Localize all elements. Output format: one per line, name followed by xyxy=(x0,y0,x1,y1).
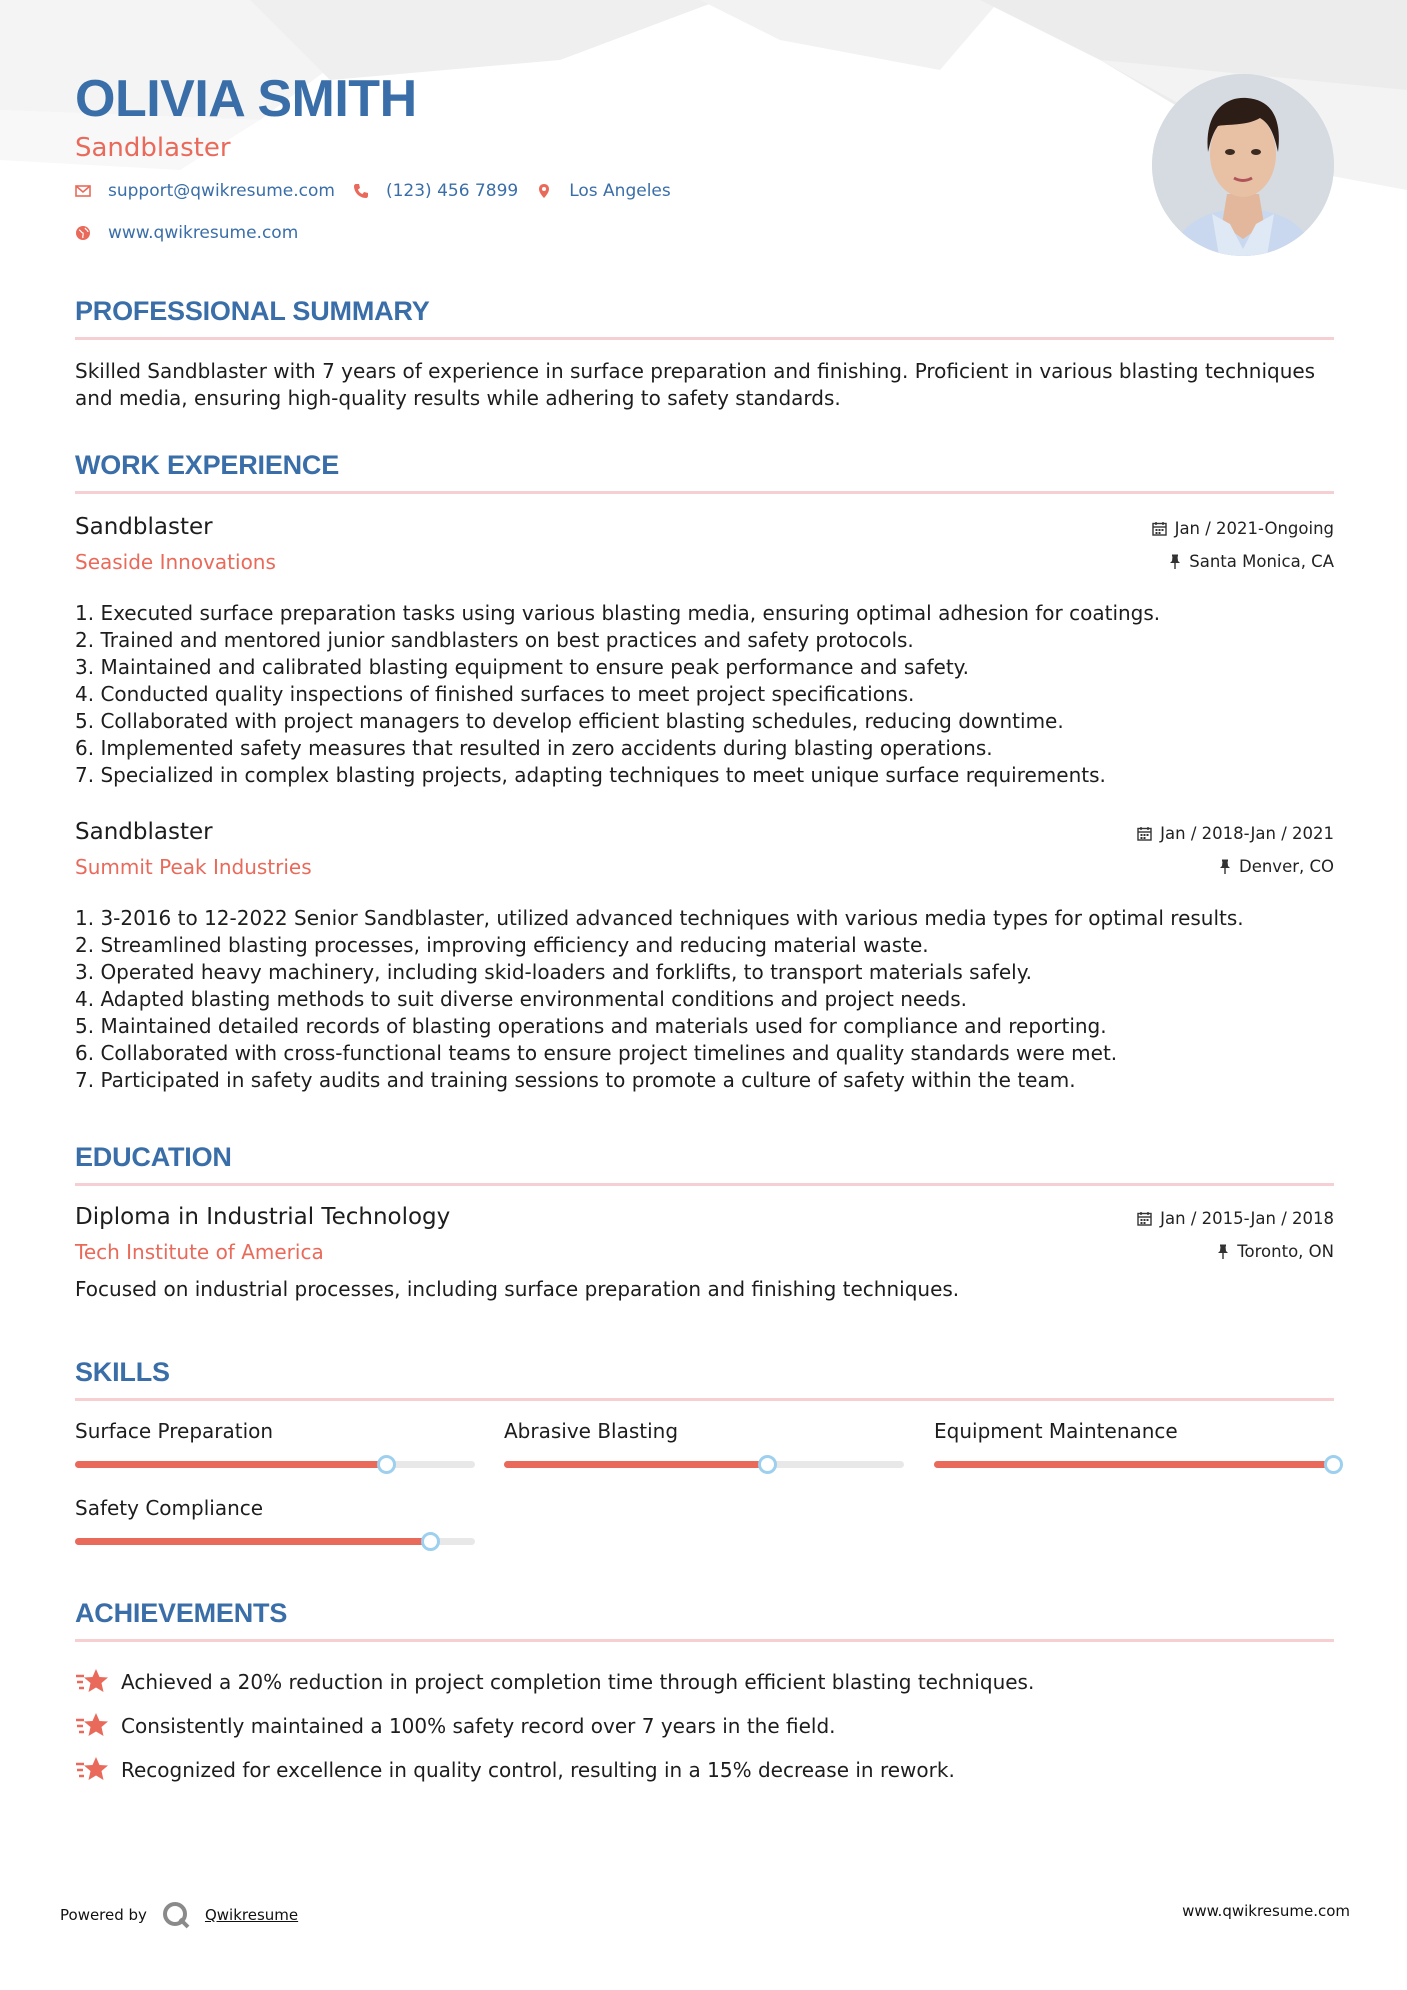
summary-heading: PROFESSIONAL SUMMARY xyxy=(75,296,430,326)
location-text: Los Angeles xyxy=(569,180,671,201)
education-description: Focused on industrial processes, including surface preparation and finishing techniques. xyxy=(75,1277,960,1301)
phone-text: (123) 456 7899 xyxy=(385,180,519,201)
skill-level-knob xyxy=(421,1532,440,1551)
job-date-text: Jan / 2018-Jan / 2021 xyxy=(1160,824,1334,843)
candidate-role: Sandblaster xyxy=(75,132,231,163)
website-text: www.qwikresume.com xyxy=(108,222,299,243)
job-location xyxy=(1219,857,1334,876)
powered-by xyxy=(60,1900,298,1930)
education-date-text: Jan / 2015-Jan / 2018 xyxy=(1160,1209,1334,1228)
education-location xyxy=(1217,1242,1334,1261)
job-bullet: 3. Maintained and calibrated blasting equipment to ensure peak performance and safety. xyxy=(75,655,970,679)
skill-bar-fill xyxy=(934,1461,1334,1468)
summary-section xyxy=(75,296,1334,412)
job-bullet: 6. Collaborated with cross-functional teams to ensure project timelines and quality standards were met. xyxy=(75,1041,1118,1065)
job-company: Summit Peak Industries xyxy=(75,855,312,879)
achievements-list xyxy=(75,1660,1334,1792)
job-location xyxy=(1169,552,1334,571)
job-header xyxy=(75,819,1334,889)
experience-heading: WORK EXPERIENCE xyxy=(75,450,340,480)
job-date xyxy=(1137,824,1334,843)
skill-name: Equipment Maintenance xyxy=(934,1419,1178,1443)
pushpin-icon xyxy=(1217,1244,1229,1259)
job-bullet: 1. 3-2016 to 12-2022 Senior Sandblaster, utilized advanced techniques with various media types for optimal results. xyxy=(75,906,1244,930)
contact-website[interactable] xyxy=(75,223,298,243)
skill-bar-fill xyxy=(75,1461,387,1468)
globe-icon xyxy=(75,225,91,241)
skill-level-knob xyxy=(377,1455,396,1474)
job-header xyxy=(75,514,1334,584)
skill-name: Surface Preparation xyxy=(75,1419,274,1443)
job-title: Sandblaster xyxy=(75,514,213,540)
achievement-item xyxy=(75,1748,1334,1792)
job-bullet: 3. Operated heavy machinery, including skid-loaders and forklifts, to transport materials safely. xyxy=(75,960,1033,984)
job-bullet: 6. Implemented safety measures that resulted in zero accidents during blasting operations. xyxy=(75,736,993,760)
achievements-heading: ACHIEVEMENTS xyxy=(75,1598,288,1628)
job-bullet: 2. Trained and mentored junior sandblasters on best practices and safety protocols. xyxy=(75,628,914,652)
job-company: Seaside Innovations xyxy=(75,550,276,574)
phone-icon xyxy=(353,183,369,199)
achievement-text: Consistently maintained a 100% safety record over 7 years in the field. xyxy=(121,1714,836,1738)
contact-location xyxy=(536,181,671,201)
skill-item xyxy=(504,1419,904,1443)
star-award-icon xyxy=(75,1711,109,1741)
education-heading: EDUCATION xyxy=(75,1142,232,1172)
job-date xyxy=(1152,519,1334,538)
section-divider xyxy=(75,1639,1334,1642)
job-bullet: 7. Participated in safety audits and training sessions to promote a culture of safety within the team. xyxy=(75,1068,1076,1092)
envelope-icon xyxy=(75,183,91,199)
skill-name: Safety Compliance xyxy=(75,1496,264,1520)
job-bullet: 4. Conducted quality inspections of finished surfaces to meet project specifications. xyxy=(75,682,915,706)
job-entry xyxy=(75,819,1334,1094)
calendar-icon xyxy=(1152,521,1167,536)
job-location-text: Santa Monica, CA xyxy=(1189,552,1334,571)
skills-section xyxy=(75,1357,1334,1557)
achievement-text: Recognized for excellence in quality control, resulting in a 15% decrease in rework. xyxy=(121,1758,955,1782)
job-bullet: 1. Executed surface preparation tasks using various blasting media, ensuring optimal adhesion for coatings. xyxy=(75,601,1161,625)
job-title: Sandblaster xyxy=(75,819,213,845)
skill-level-knob xyxy=(758,1455,777,1474)
skill-bar xyxy=(504,1461,904,1468)
education-section xyxy=(75,1142,1334,1303)
job-bullet: 2. Streamlined blasting processes, improving efficiency and reducing material waste. xyxy=(75,933,929,957)
skill-item xyxy=(75,1496,475,1520)
education-location-text: Toronto, ON xyxy=(1237,1242,1334,1261)
qwikresume-logo-icon xyxy=(161,1900,191,1930)
profile-photo xyxy=(1152,74,1334,256)
section-divider xyxy=(75,337,1334,340)
job-bullet: 7. Specialized in complex blasting projects, adapting techniques to meet unique surface requirements. xyxy=(75,763,1106,787)
candidate-name: OLIVIA SMITH xyxy=(75,70,417,128)
skill-item xyxy=(934,1419,1334,1443)
skill-bar-fill xyxy=(504,1461,768,1468)
skill-bar xyxy=(75,1461,475,1468)
contact-phone[interactable] xyxy=(353,181,518,201)
contact-row-primary xyxy=(75,181,1075,201)
brand-link[interactable]: Qwikresume xyxy=(204,1906,299,1924)
skill-bar xyxy=(75,1538,475,1545)
job-entry xyxy=(75,514,1334,789)
skill-bar xyxy=(934,1461,1334,1468)
job-bullets xyxy=(75,600,1334,789)
job-bullet: 5. Collaborated with project managers to develop efficient blasting schedules, reducing downtime. xyxy=(75,709,1064,733)
job-bullets xyxy=(75,905,1334,1094)
skill-bar-fill xyxy=(75,1538,431,1545)
job-location-text: Denver, CO xyxy=(1238,857,1334,876)
education-date xyxy=(1137,1209,1334,1228)
map-pin-icon xyxy=(536,183,552,199)
achievement-text: Achieved a 20% reduction in project completion time through efficient blasting techniques. xyxy=(121,1670,1035,1694)
achievements-section xyxy=(75,1598,1334,1792)
calendar-icon xyxy=(1137,826,1152,841)
experience-section xyxy=(75,450,1334,1094)
contact-email[interactable] xyxy=(75,181,335,201)
skill-name: Abrasive Blasting xyxy=(504,1419,679,1443)
job-bullet: 5. Maintained detailed records of blasting operations and materials used for compliance and reporting. xyxy=(75,1014,1107,1038)
achievement-item xyxy=(75,1704,1334,1748)
star-award-icon xyxy=(75,1667,109,1697)
powered-by-label: Powered by xyxy=(60,1906,147,1924)
section-divider xyxy=(75,491,1334,494)
footer-url[interactable]: www.qwikresume.com xyxy=(1182,1902,1350,1920)
section-divider xyxy=(75,1398,1334,1401)
achievement-item xyxy=(75,1660,1334,1704)
skills-heading: SKILLS xyxy=(75,1357,170,1387)
school-name: Tech Institute of America xyxy=(75,1240,324,1264)
resume-header xyxy=(75,72,1075,243)
section-divider xyxy=(75,1183,1334,1186)
education-header xyxy=(75,1204,1334,1274)
skill-level-knob xyxy=(1324,1455,1343,1474)
calendar-icon xyxy=(1137,1211,1152,1226)
pushpin-icon xyxy=(1169,554,1181,569)
degree-title: Diploma in Industrial Technology xyxy=(75,1204,451,1230)
skill-item xyxy=(75,1419,475,1443)
job-date-text: Jan / 2021-Ongoing xyxy=(1174,519,1334,538)
email-text: support@qwikresume.com xyxy=(108,180,335,201)
pushpin-icon xyxy=(1219,859,1231,874)
job-bullet: 4. Adapted blasting methods to suit diverse environmental conditions and project needs. xyxy=(75,987,967,1011)
star-award-icon xyxy=(75,1755,109,1785)
summary-text: Skilled Sandblaster with 7 years of experience in surface preparation and finishing. Proficient in various blasting techniques and media, ensuring high-quality results while adhering to safety standards. xyxy=(75,359,1316,410)
contact-row-secondary xyxy=(75,223,1075,243)
